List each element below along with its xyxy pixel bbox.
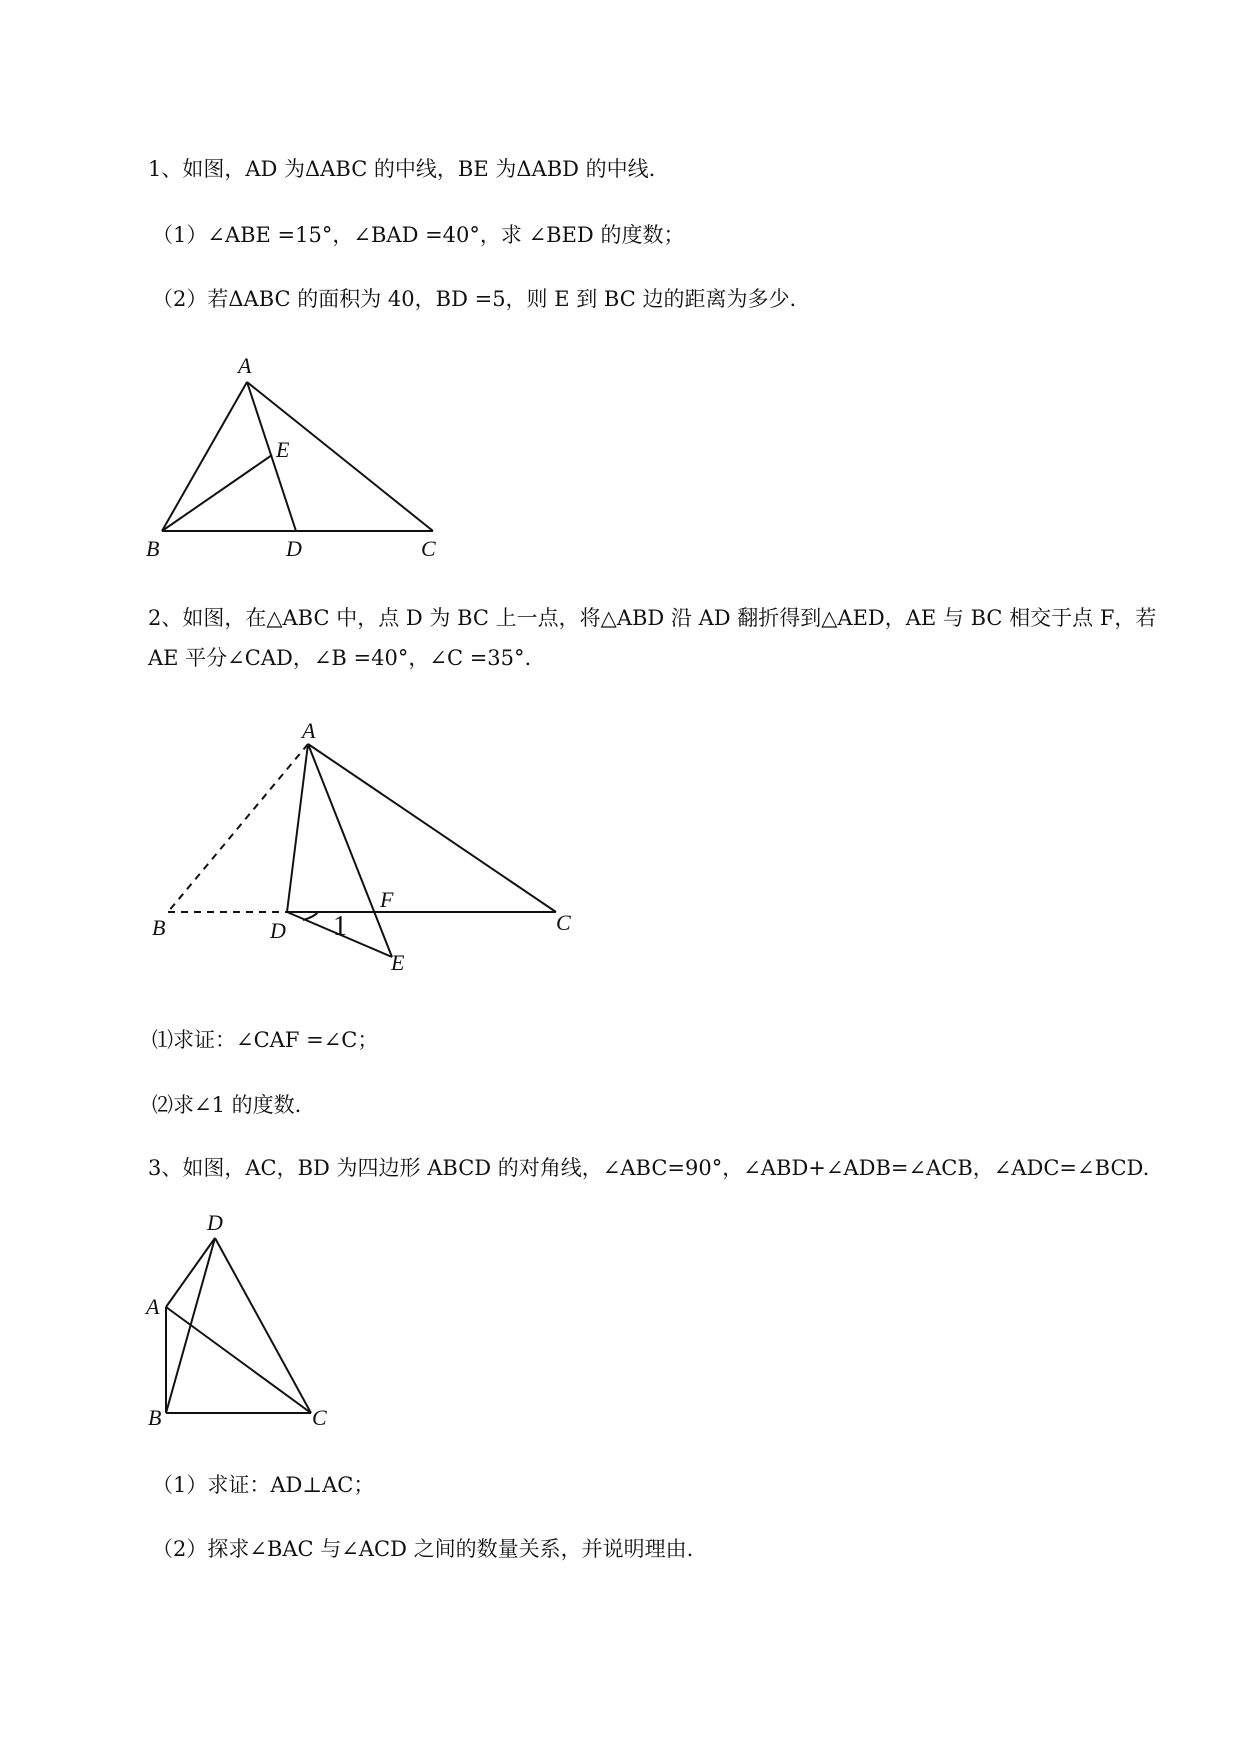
p2-label-A: A [302, 718, 316, 743]
problem-3-part-1: （1）求证：AD⊥AC； [152, 1473, 375, 1497]
p2-label-E: E [391, 950, 405, 975]
p1-label-C: C [421, 536, 436, 561]
p2-label-D: D [270, 918, 286, 943]
problem-2-stem-line-1: 2、如图，在△ABC 中，点 D 为 BC 上一点，将△ABD 沿 AD 翻折得到△AED，AE 与 BC 相交于点 F，若 [148, 606, 1157, 630]
problem-2-part-2: ⑵求∠1 的度数. [152, 1093, 302, 1117]
p2-label-C: C [556, 910, 571, 935]
p2-label-B: B [152, 915, 166, 940]
p1-label-E: E [276, 437, 290, 462]
p3-label-C: C [312, 1405, 327, 1430]
problem-1-part-2: （2）若ΔABC 的面积为 40，BD =5，则 E 到 BC 边的距离为多少. [152, 287, 797, 311]
p2-label-F: F [380, 887, 394, 912]
p1-label-A: A [238, 353, 252, 378]
p1-label-D: D [286, 536, 302, 561]
p3-label-B: B [148, 1405, 162, 1430]
p1-label-B: B [146, 536, 160, 561]
problem-1-stem: 1、如图，AD 为ΔABC 的中线，BE 为ΔABD 的中线. [148, 157, 656, 181]
problem-3-part-2: （2）探求∠BAC 与∠ACD 之间的数量关系，并说明理由. [152, 1537, 694, 1561]
p2-label-angle-1: 1 [333, 911, 347, 942]
p3-label-A: A [146, 1294, 160, 1319]
problem-2-stem-line-2: AE 平分∠CAD，∠B =40°，∠C =35°. [148, 646, 532, 670]
p3-label-D: D [207, 1210, 223, 1235]
problem-2-part-1: ⑴求证：∠CAF =∠C； [152, 1028, 379, 1052]
problem-1-part-1: （1）∠ABE =15°，∠BAD =40°，求 ∠BED 的度数； [152, 223, 685, 247]
problem-3-stem: 3、如图，AC，BD 为四边形 ABCD 的对角线，∠ABC=90°，∠ABD+∠ADB=∠ACB，∠ADC=∠BCD. [148, 1156, 1150, 1180]
